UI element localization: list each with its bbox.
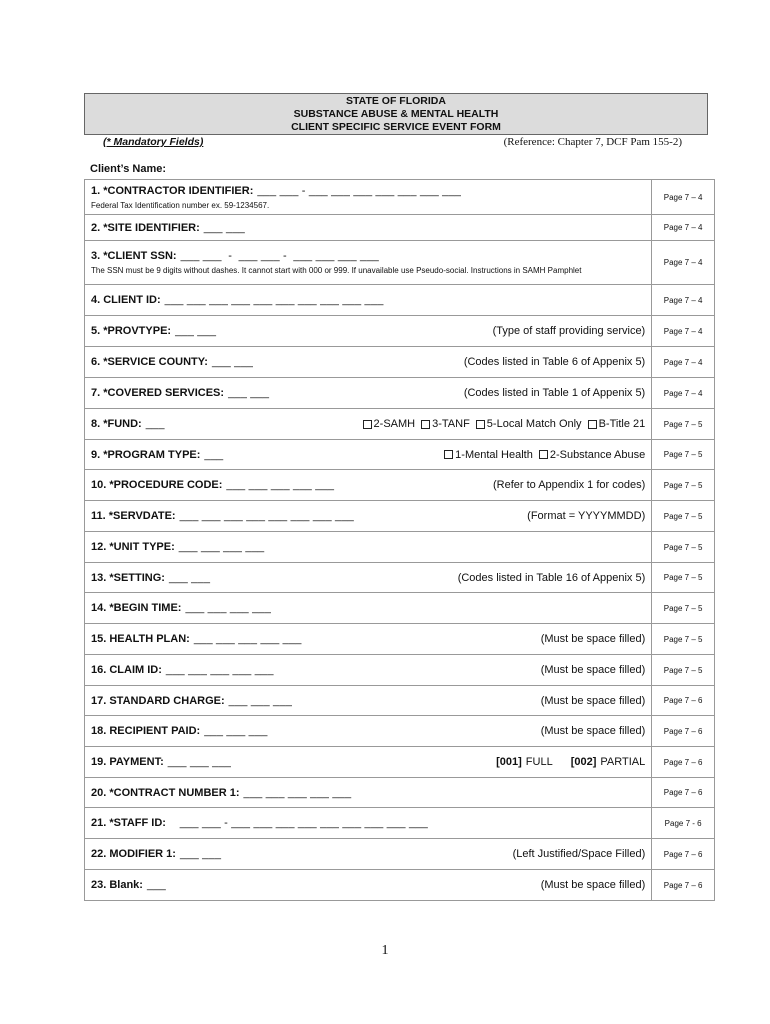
checkbox-label: 2-Substance Abuse [549, 448, 646, 461]
form-row [85, 808, 715, 839]
field-cell[interactable] [85, 241, 652, 285]
field-left [91, 185, 461, 197]
checkbox-label: 5-Local Match Only [486, 418, 582, 430]
field-hint: (Format = YYYYMMDD) [527, 510, 646, 522]
field-hint: (Must be space filled) [540, 664, 646, 676]
field-line [91, 817, 645, 829]
field-line [91, 572, 645, 584]
field-cell[interactable] [85, 409, 652, 440]
field-hint: (Left Justified/Space Filled) [512, 848, 646, 860]
field-hint: (Must be space filled) [540, 633, 646, 645]
field-label: 11. *SERVDATE: [91, 510, 176, 522]
field-blank[interactable]: ___ ___ ___ ___ ___ [243, 786, 352, 799]
field-cell[interactable] [85, 716, 652, 747]
field-label: 20. *CONTRACT NUMBER 1: [91, 786, 240, 799]
field-left [91, 479, 334, 491]
field-label: 17. STANDARD CHARGE: [91, 694, 225, 707]
field-blank[interactable]: ___ ___ [175, 325, 217, 337]
field-label: 2. *SITE IDENTIFIER: [91, 221, 200, 234]
field-left [91, 356, 253, 368]
page-number: 1 [381, 943, 389, 958]
field-blank[interactable]: ___ ___ ___ ___ [185, 602, 272, 614]
field-cell[interactable] [85, 180, 652, 215]
page-reference: Page 7 - 6 [652, 808, 715, 839]
field-line [91, 356, 645, 368]
field-left [91, 294, 384, 306]
form-row [85, 747, 715, 778]
checkbox-label: 1-Mental Health [455, 448, 533, 461]
field-hint: (Codes listed in Table 6 of Appenix 5) [463, 356, 646, 368]
field-blank[interactable]: ___ [146, 879, 166, 891]
form-row [85, 409, 715, 440]
field-note: Federal Tax Identification number ex. 59-1234567. [91, 200, 270, 210]
checkbox-option[interactable] [539, 449, 645, 461]
field-cell[interactable] [85, 285, 652, 316]
field-blank[interactable]: ___ ___ [179, 848, 222, 860]
page-reference: Page 7 – 6 [652, 839, 715, 870]
form-header [84, 93, 708, 135]
page-reference: Page 7 – 5 [652, 563, 715, 593]
checkbox-option[interactable] [588, 418, 646, 430]
form-row [85, 593, 715, 624]
field-blank[interactable]: ___ ___ ___ ___ [178, 541, 265, 553]
field-blank[interactable]: ___ ___ ___ [228, 694, 293, 707]
field-hint: (Must be space filled) [540, 879, 646, 891]
field-cell[interactable] [85, 378, 652, 409]
checkbox-group [363, 418, 646, 430]
field-left [91, 572, 210, 584]
form-row [85, 716, 715, 747]
field-hint: (Codes listed in Table 1 of Appenix 5) [463, 387, 646, 399]
checkbox-label: B-Title 21 [598, 418, 646, 430]
field-left [91, 222, 245, 234]
checkbox-option[interactable] [421, 418, 470, 430]
field-line [91, 449, 645, 461]
page-reference: Page 7 – 5 [652, 532, 715, 563]
checkbox[interactable] [588, 420, 597, 429]
checkbox-label: 2-SAMH [373, 418, 416, 430]
field-left [91, 387, 269, 399]
form-row [85, 316, 715, 347]
form-row [85, 180, 715, 215]
field-cell[interactable] [85, 686, 652, 716]
header-line-state: STATE OF FLORIDA [346, 95, 446, 107]
field-blank[interactable]: ___ ___ - ___ ___ ___ ___ ___ ___ ___ [257, 184, 462, 197]
field-left [91, 602, 271, 614]
form-row [85, 778, 715, 808]
field-cell[interactable] [85, 215, 652, 241]
form-row [85, 241, 715, 285]
field-label: 13. *SETTING: [91, 571, 165, 584]
checkbox[interactable] [476, 420, 485, 429]
field-left [91, 250, 379, 262]
form-row [85, 655, 715, 686]
client-name-label: Client’s Name: [90, 163, 167, 175]
field-line [91, 756, 645, 768]
field-left [91, 817, 428, 829]
form-row [85, 532, 715, 563]
mandatory-fields-note: (* Mandatory Fields) [103, 136, 204, 148]
field-line [91, 479, 645, 491]
page-reference: Page 7 – 5 [652, 409, 715, 440]
field-label: 1. *CONTRACTOR IDENTIFIER: [91, 184, 254, 197]
form-row [85, 624, 715, 655]
field-cell[interactable] [85, 839, 652, 870]
field-cell[interactable] [85, 778, 652, 808]
field-left [91, 633, 302, 645]
field-line [91, 602, 645, 614]
field-blank[interactable]: ___ [145, 418, 165, 430]
field-label: 16. CLAIM ID: [91, 664, 162, 676]
field-left [91, 787, 351, 799]
field-label: 18. RECIPIENT PAID: [91, 725, 201, 737]
field-label: 14. *BEGIN TIME: [91, 602, 182, 614]
field-label: 15. HEALTH PLAN: [91, 633, 190, 645]
form-row [85, 839, 715, 870]
field-blank[interactable]: ___ ___ [168, 571, 211, 584]
checkbox-label: 3-TANF [432, 418, 470, 430]
field-cell[interactable] [85, 655, 652, 686]
field-hint: (Type of staff providing service) [492, 325, 646, 337]
page-reference: Page 7 – 4 [652, 241, 715, 285]
field-blank[interactable]: ___ ___ ___ ___ ___ [226, 479, 335, 491]
field-cell[interactable] [85, 532, 652, 563]
field-left [91, 879, 166, 891]
field-label: 3. *CLIENT SSN: [91, 250, 177, 262]
reference-note: (Reference: Chapter 7, DCF Pam 155-2) [503, 136, 682, 148]
header-line-form-title: CLIENT SPECIFIC SERVICE EVENT FORM [291, 121, 501, 133]
field-line [91, 325, 645, 337]
field-hint: (Must be space filled) [540, 725, 646, 737]
checkbox-group [444, 449, 645, 461]
field-left [91, 541, 264, 553]
checkbox-option[interactable] [363, 418, 416, 430]
field-blank[interactable]: ___ ___ ___ ___ ___ [165, 664, 274, 676]
page-reference: Page 7 – 6 [652, 870, 715, 901]
field-blank[interactable]: ___ ___ [211, 356, 254, 368]
form-row [85, 470, 715, 501]
field-blank[interactable]: ___ ___ - ___ ___ - ___ ___ ___ ___ [180, 250, 380, 262]
field-label: 21. *STAFF ID: [91, 817, 166, 829]
page-reference: Page 7 – 6 [652, 747, 715, 778]
form-row [85, 215, 715, 241]
page-reference: Page 7 – 5 [652, 440, 715, 470]
page-reference: Page 7 – 5 [652, 470, 715, 501]
field-cell[interactable] [85, 501, 652, 532]
payment-label: PARTIAL [600, 756, 646, 768]
field-cell[interactable] [85, 624, 652, 655]
field-blank[interactable]: ___ ___ ___ ___ ___ [193, 633, 302, 645]
field-line [91, 848, 645, 860]
field-label: 19. PAYMENT: [91, 756, 164, 768]
field-cell[interactable] [85, 808, 652, 839]
field-cell[interactable] [85, 563, 652, 593]
form-row [85, 686, 715, 716]
payment-code[interactable]: [002] [570, 756, 597, 768]
field-left [91, 848, 221, 860]
field-left [91, 325, 216, 337]
field-label: 9. *PROGRAM TYPE: [91, 448, 201, 461]
field-line [91, 725, 645, 737]
page-reference: Page 7 – 6 [652, 716, 715, 747]
field-label: 8. *FUND: [91, 418, 142, 430]
checkbox-option[interactable] [476, 418, 582, 430]
field-line [91, 250, 645, 262]
field-line [91, 664, 645, 676]
payment-options [496, 756, 645, 768]
checkbox[interactable] [444, 450, 453, 459]
form-row [85, 285, 715, 316]
page-reference: Page 7 – 4 [652, 316, 715, 347]
field-left [91, 664, 274, 676]
form-row [85, 870, 715, 901]
field-line [91, 510, 645, 522]
page-reference: Page 7 – 5 [652, 624, 715, 655]
field-cell[interactable] [85, 593, 652, 624]
field-line [91, 222, 645, 234]
field-blank[interactable]: ___ ___ ___ ___ ___ ___ ___ ___ ___ ___ [164, 294, 384, 306]
page-reference: Page 7 – 4 [652, 215, 715, 241]
form-row [85, 501, 715, 532]
page-reference: Page 7 – 4 [652, 180, 715, 215]
field-line [91, 633, 645, 645]
field-blank[interactable]: ___ ___ [228, 387, 270, 399]
payment-code[interactable]: [001] [496, 756, 522, 768]
service-event-table [84, 179, 715, 901]
header-line-dept: SUBSTANCE ABUSE & MENTAL HEALTH [293, 108, 499, 120]
field-blank[interactable]: ___ ___ - ___ ___ ___ ___ ___ ___ ___ ___ ___ [169, 817, 428, 829]
checkbox-option[interactable] [444, 449, 533, 461]
page-reference: Page 7 – 6 [652, 686, 715, 716]
field-blank[interactable]: ___ ___ ___ [167, 756, 232, 768]
field-line [91, 695, 645, 707]
field-label: 10. *PROCEDURE CODE: [91, 479, 223, 491]
page-reference: Page 7 – 5 [652, 593, 715, 624]
field-label: 12. *UNIT TYPE: [91, 541, 175, 553]
field-cell[interactable] [85, 316, 652, 347]
field-hint: (Codes listed in Table 16 of Appenix 5) [457, 571, 646, 584]
field-line [91, 541, 645, 553]
field-cell[interactable] [85, 347, 652, 378]
field-left [91, 449, 223, 461]
payment-label: FULL [525, 756, 553, 768]
field-label: 5. *PROVTYPE: [91, 325, 172, 337]
form-row [85, 378, 715, 409]
field-cell[interactable] [85, 440, 652, 470]
field-hint: (Refer to Appendix 1 for codes) [492, 479, 646, 491]
field-left [91, 510, 354, 522]
field-label: 4. CLIENT ID: [91, 294, 161, 306]
field-left [91, 725, 268, 737]
field-left [91, 756, 231, 768]
page-reference: Page 7 – 6 [652, 778, 715, 808]
field-left [91, 695, 292, 707]
field-line [91, 787, 645, 799]
field-label: 6. *SERVICE COUNTY: [91, 356, 208, 368]
field-cell[interactable] [85, 470, 652, 501]
field-label: 23. Blank: [91, 879, 143, 891]
field-blank[interactable]: ___ ___ ___ ___ ___ ___ ___ ___ [179, 510, 354, 522]
field-line [91, 294, 645, 306]
field-cell[interactable] [85, 747, 652, 778]
field-line [91, 387, 645, 399]
field-line [91, 879, 645, 891]
page-reference: Page 7 – 4 [652, 347, 715, 378]
field-left [91, 418, 165, 430]
field-label: 7. *COVERED SERVICES: [91, 387, 225, 399]
checkbox[interactable] [421, 420, 430, 429]
field-line [91, 185, 645, 197]
field-blank[interactable]: ___ ___ [203, 221, 245, 234]
page-reference: Page 7 – 5 [652, 501, 715, 532]
field-blank[interactable]: ___ [204, 448, 224, 461]
form-row [85, 347, 715, 378]
form-row [85, 440, 715, 470]
form-row [85, 563, 715, 593]
field-note: The SSN must be 9 digits without dashes. It cannot start with 000 or 999. If unavailable use Pseudo-social. Instructions in SAMH Pamphlet [91, 266, 582, 275]
page-reference: Page 7 – 5 [652, 655, 715, 686]
field-label: 22. MODIFIER 1: [91, 848, 176, 860]
checkbox[interactable] [363, 420, 372, 429]
checkbox[interactable] [539, 450, 548, 459]
page-reference: Page 7 – 4 [652, 285, 715, 316]
field-hint: (Must be space filled) [540, 694, 646, 707]
field-cell[interactable] [85, 870, 652, 901]
field-blank[interactable]: ___ ___ ___ [204, 725, 268, 737]
field-line [91, 418, 645, 430]
page-reference: Page 7 – 4 [652, 378, 715, 409]
